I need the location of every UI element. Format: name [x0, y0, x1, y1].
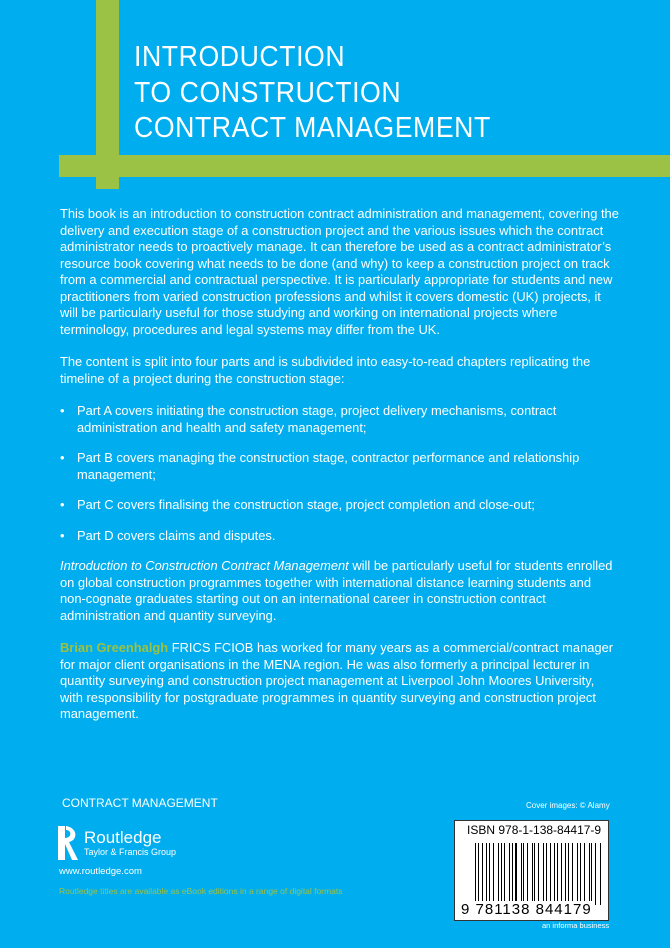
barcode-bar	[565, 843, 566, 905]
barcode-bar	[572, 843, 574, 905]
barcode-bar	[515, 843, 517, 905]
barcode-bar	[498, 843, 499, 905]
barcode-bar	[521, 843, 522, 905]
content-paragraph: The content is split into four parts and is subdivided into easy-to-read chapters replicating the timeline of a project during the construction stage:	[60, 354, 591, 386]
list-item: • Part D covers claims and disputes.	[60, 528, 620, 545]
barcode-bar	[546, 843, 547, 905]
barcode-bar	[568, 843, 569, 905]
barcode-bar	[589, 843, 590, 905]
green-horizontal-bar	[59, 155, 670, 177]
barcode-bar	[557, 843, 558, 905]
barcode-bar	[478, 843, 479, 905]
barcode-bar	[482, 843, 483, 905]
barcode-bar	[543, 843, 545, 905]
audience-paragraph	[60, 558, 620, 624]
informa-label: an informa business	[542, 921, 610, 930]
author-name: Brian Greenhalgh	[60, 640, 169, 655]
barcode-bar	[554, 843, 555, 905]
publisher-group: Taylor & Francis Group	[84, 847, 177, 857]
barcode-bar	[532, 843, 533, 905]
author-bio: FRICS FCIOB has worked for many years as a commercial/contract manager for major client organisations in the MENA region. He was also formerly a principal lecturer in quantity surveying and construction project management at Liverpool John Moores University, with responsibility for postgraduate programmes in quantity surveying and construction project management.	[60, 640, 614, 721]
author-paragraph	[60, 640, 620, 723]
list-item: • Part A covers initiating the construction stage, project delivery mechanisms, contract administration and health and safety management;	[60, 403, 620, 436]
barcode-bar	[561, 843, 562, 905]
barcode-bar	[486, 843, 487, 905]
barcode-bar	[523, 843, 524, 905]
isbn-barcode	[454, 820, 609, 921]
barcode-bars	[475, 843, 601, 905]
blurb	[60, 206, 620, 739]
barcode-bar	[527, 843, 528, 905]
description-paragraph: This book is an introduction to construction contract administration and management, covering the delivery and execution stage of a construction project and the various issues which the contract administrator needs to proactively manage. It can therefore be used as a contract administrator’s resource book covering what needs to be done (and why) to keep a construction project on track from a commercial and contractual perspective. It is particularly appropriate for students and new practitioners from varied construction professions and whilst it covers domestic (UK) projects, it will be particularly useful for those studying and working on international projects where terminology, procedures and legal systems may differ from the UK.	[60, 206, 619, 337]
parts-list	[60, 403, 620, 544]
cover-credit: Cover images: © Alamy	[526, 801, 610, 810]
barcode-bar	[538, 843, 539, 905]
barcode-bar	[550, 843, 551, 905]
ebook-note: Routledge titles are available as eBook editions in a range of digital formats	[59, 886, 343, 896]
barcode-bar	[504, 843, 505, 905]
barcode-bar	[595, 843, 596, 905]
publisher-logo	[58, 826, 176, 860]
list-item: • Part C covers finalising the construction stage, project completion and close-out;	[60, 497, 620, 514]
list-item: • Part B covers managing the construction stage, contractor performance and relationship management;	[60, 450, 620, 483]
book-title	[134, 40, 491, 147]
barcode-bar	[600, 843, 601, 905]
barcode-bar	[577, 843, 578, 905]
barcode-bar	[475, 843, 476, 905]
barcode-bar	[501, 843, 502, 905]
barcode-bar	[489, 843, 491, 905]
barcode-bar	[509, 843, 510, 905]
publisher-name: Routledge	[84, 828, 162, 847]
title-line: TO CONSTRUCTION	[134, 76, 402, 109]
barcode-bar	[584, 843, 585, 905]
audience-text: will be particularly useful for students enrolled on global construction programmes together with international distance learning students and non-cognate graduates starting out on an international career in construction contract administration and quantity surveying.	[60, 558, 613, 623]
routledge-logo-icon	[58, 826, 78, 860]
title-line: INTRODUCTION	[134, 41, 346, 73]
barcode-bar	[580, 843, 581, 905]
isbn-text: ISBN 978-1-138-84417-9	[467, 823, 602, 837]
publisher-url[interactable]: www.routledge.com	[59, 866, 142, 877]
series-label: CONTRACT MANAGEMENT	[62, 796, 218, 810]
barcode-bar	[512, 843, 513, 905]
barcode-bar	[534, 843, 535, 905]
barcode-bar	[493, 843, 494, 905]
barcode-digits: 9 781138 844179	[461, 901, 592, 918]
book-title-italic: Introduction to Construction Contract Management	[60, 558, 349, 573]
title-line: CONTRACT MANAGEMENT	[134, 112, 491, 144]
barcode-bar	[591, 843, 592, 905]
